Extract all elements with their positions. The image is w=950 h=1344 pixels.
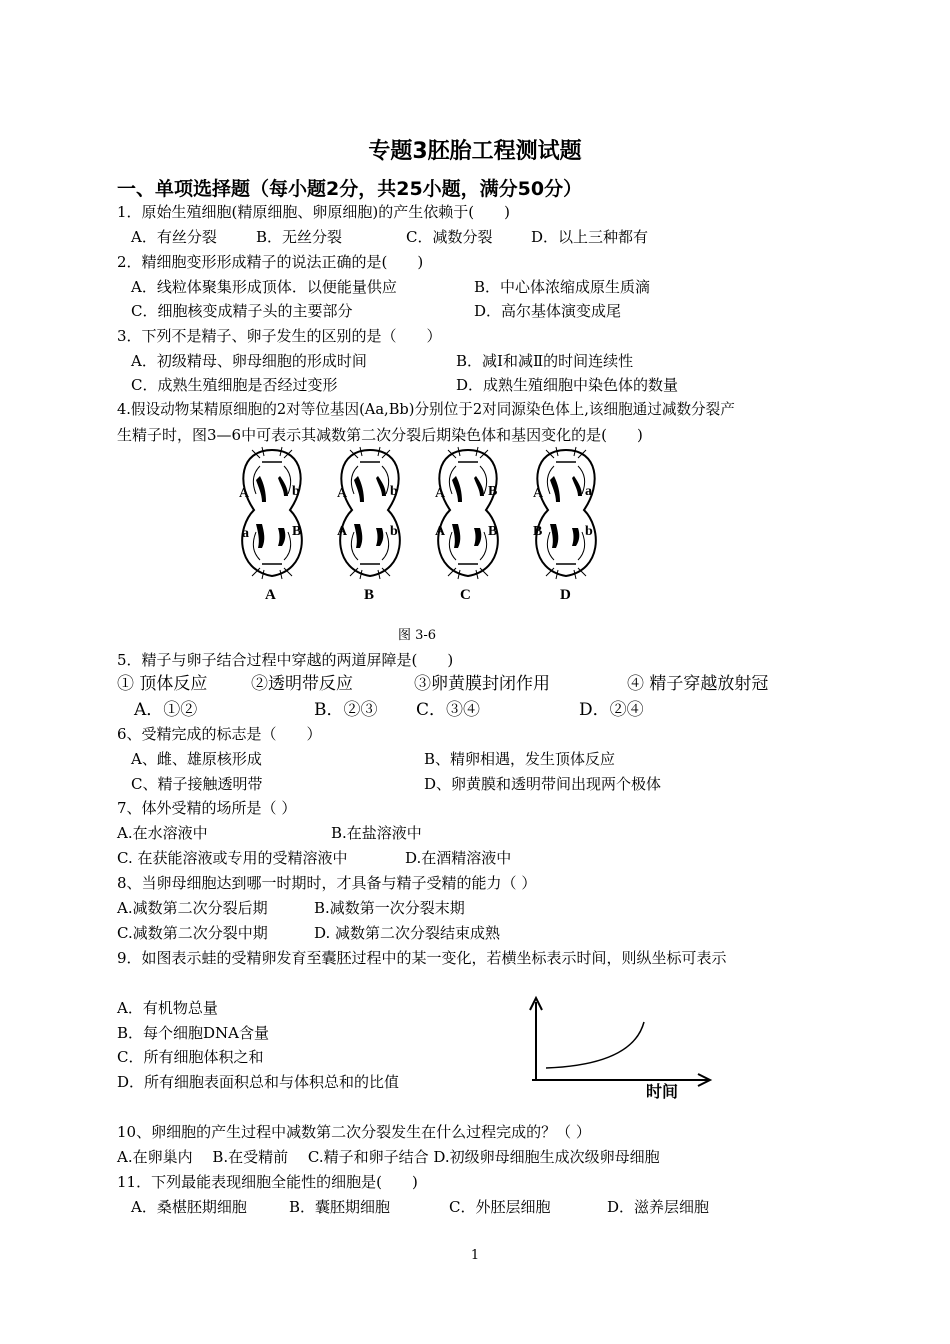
q9-stem: 9．如图表示蛙的受精卵发育至囊胚过程中的某一变化，若横坐标表示时间，则纵坐标可表示 — [117, 949, 727, 967]
q10-options: A.在卵巢内 B.在受精前 C.精子和卵子结合 D.初级卵母细胞生成次级卵母细胞 — [117, 1148, 660, 1166]
q3-option-d: D．成熟生殖细胞中染色体的数量 — [456, 376, 679, 394]
q5-stem: 5．精子与卵子结合过程中穿越的两道屏障是( ) — [117, 651, 454, 669]
cell-d-gene-top-left: A — [533, 486, 544, 501]
q11-option-c: C．外胚层细胞 — [449, 1198, 551, 1216]
q3-option-c: C．成熟生殖细胞是否经过变形 — [131, 376, 338, 394]
q7-option-c: C. 在获能溶液或专用的受精溶液中 — [117, 849, 348, 867]
q11-option-a: A．桑椹胚期细胞 — [131, 1198, 247, 1216]
cell-b-gene-top-right: b — [390, 484, 398, 499]
cell-c-gene-bottom-left: A — [435, 524, 446, 539]
cell-d-gene-bottom-left: B — [533, 524, 543, 539]
cell-c-gene-top-right: B — [488, 484, 498, 499]
cell-label-b: B — [364, 587, 375, 603]
q3-option-a: A．初级精母、卵母细胞的形成时间 — [131, 352, 367, 370]
q5-option-a: A．①② — [134, 700, 198, 720]
q3-option-b: B．减Ⅰ和减Ⅱ的时间连续性 — [456, 352, 634, 370]
q1-option-c: C．减数分裂 — [406, 228, 493, 246]
q1-option-b: B．无丝分裂 — [256, 228, 343, 246]
q6-option-a: A、雌、雄原核形成 — [131, 750, 262, 768]
cell-label-a: A — [265, 587, 276, 603]
q8-option-a: A.减数第二次分裂后期 — [117, 899, 268, 917]
cell-b-gene-bottom-right: b — [390, 524, 398, 539]
q7-option-d: D.在酒精溶液中 — [405, 849, 512, 867]
q2-option-c: C．细胞核变成精子头的主要部分 — [131, 302, 353, 320]
q9-graph — [518, 994, 718, 1094]
section-heading: 一、单项选择题（每小题2分，共25小题，满分50分） — [117, 178, 583, 200]
q9-option-b: B．每个细胞DNA含量 — [117, 1024, 270, 1042]
cell-a-gene-top-left: A — [239, 486, 250, 501]
q7-option-a: A.在水溶液中 — [117, 824, 208, 842]
q5-option-c: C．③④ — [416, 700, 481, 720]
q8-option-c: C.减数第二次分裂中期 — [117, 924, 268, 942]
cell-b-gene-bottom-left: A — [337, 524, 348, 539]
q6-option-c: C、精子接触透明带 — [131, 775, 263, 793]
q7-stem: 7、体外受精的场所是（ ） — [117, 799, 297, 817]
cell-label-d: D — [560, 587, 571, 603]
cell-b-gene-top-left: A — [337, 486, 348, 501]
q9-option-d: D．所有细胞表面积总和与体积总和的比值 — [117, 1073, 400, 1091]
q3-stem: 3．下列不是精子、卵子发生的区别的是（ ） — [117, 327, 442, 345]
page-title: 专题3胚胎工程测试题 — [368, 139, 582, 164]
q4-stem-line2: 生精子时，图3—6中可表示其减数第二次分裂后期染色体和基因变化的是( ) — [117, 426, 643, 444]
cell-d-gene-bottom-right: b — [585, 524, 593, 539]
cell-c-gene-bottom-right: B — [488, 524, 498, 539]
q6-option-b: B、精卵相遇，发生顶体反应 — [424, 750, 616, 768]
q5-item-1: ① 顶体反应 — [117, 674, 208, 694]
q7-option-b: B.在盐溶液中 — [331, 824, 422, 842]
cell-a-gene-bottom-left: a — [242, 526, 249, 541]
q1-option-d: D．以上三种都有 — [531, 228, 649, 246]
q9-option-a: A．有机物总量 — [117, 999, 218, 1017]
q1-option-a: A．有丝分裂 — [131, 228, 217, 246]
figure-caption: 图 3-6 — [398, 628, 437, 643]
q8-stem: 8、当卵母细胞达到哪一时期时，才具备与精子受精的能力（ ） — [117, 874, 537, 892]
q2-option-d: D．高尔基体演变成尾 — [474, 302, 622, 320]
q8-option-d: D. 减数第二次分裂结束成熟 — [314, 924, 501, 942]
q5-item-2: ②透明带反应 — [251, 674, 353, 694]
q2-option-b: B．中心体浓缩成原生质滴 — [474, 278, 651, 296]
q9-option-c: C．所有细胞体积之和 — [117, 1048, 264, 1066]
q5-option-d: D．②④ — [579, 700, 644, 720]
q4-stem-line1: 4.假设动物某精原细胞的2对等位基因(Aa,Bb)分别位于2对同源染色体上,该细胞通过减数分裂产 — [117, 401, 735, 418]
cell-a-gene-bottom-right: B — [292, 524, 302, 539]
q2-stem: 2．精细胞变形形成精子的说法正确的是( ) — [117, 253, 424, 271]
cell-c-gene-top-left: A — [435, 486, 446, 501]
q11-option-d: D．滋养层细胞 — [607, 1198, 710, 1216]
q6-option-d: D、卵黄膜和透明带间出现两个极体 — [424, 775, 662, 793]
cell-d-gene-top-right: a — [585, 484, 592, 499]
q1-stem: 1．原始生殖细胞(精原细胞、卵原细胞)的产生依赖于( ) — [117, 203, 510, 221]
q5-option-b: B．②③ — [314, 700, 378, 720]
q2-option-a: A．线粒体聚集形成顶体．以便能量供应 — [131, 278, 397, 296]
q10-stem: 10、卵细胞的产生过程中减数第二次分裂发生在什么过程完成的？（ ） — [117, 1123, 591, 1141]
q5-item-3: ③卵黄膜封闭作用 — [414, 674, 550, 694]
cell-label-c: C — [460, 587, 471, 603]
cell-a-gene-top-right: b — [292, 484, 300, 499]
page-number: 1 — [470, 1248, 480, 1263]
q11-option-b: B．囊胚期细胞 — [289, 1198, 391, 1216]
q5-item-4: ④ 精子穿越放射冠 — [627, 674, 769, 694]
q6-stem: 6、受精完成的标志是（ ） — [117, 725, 322, 743]
q9-graph-xlabel: 时间 — [646, 1084, 679, 1101]
q8-option-b: B.减数第一次分裂末期 — [314, 899, 465, 917]
q11-stem: 11．下列最能表现细胞全能性的细胞是( ) — [117, 1173, 418, 1191]
